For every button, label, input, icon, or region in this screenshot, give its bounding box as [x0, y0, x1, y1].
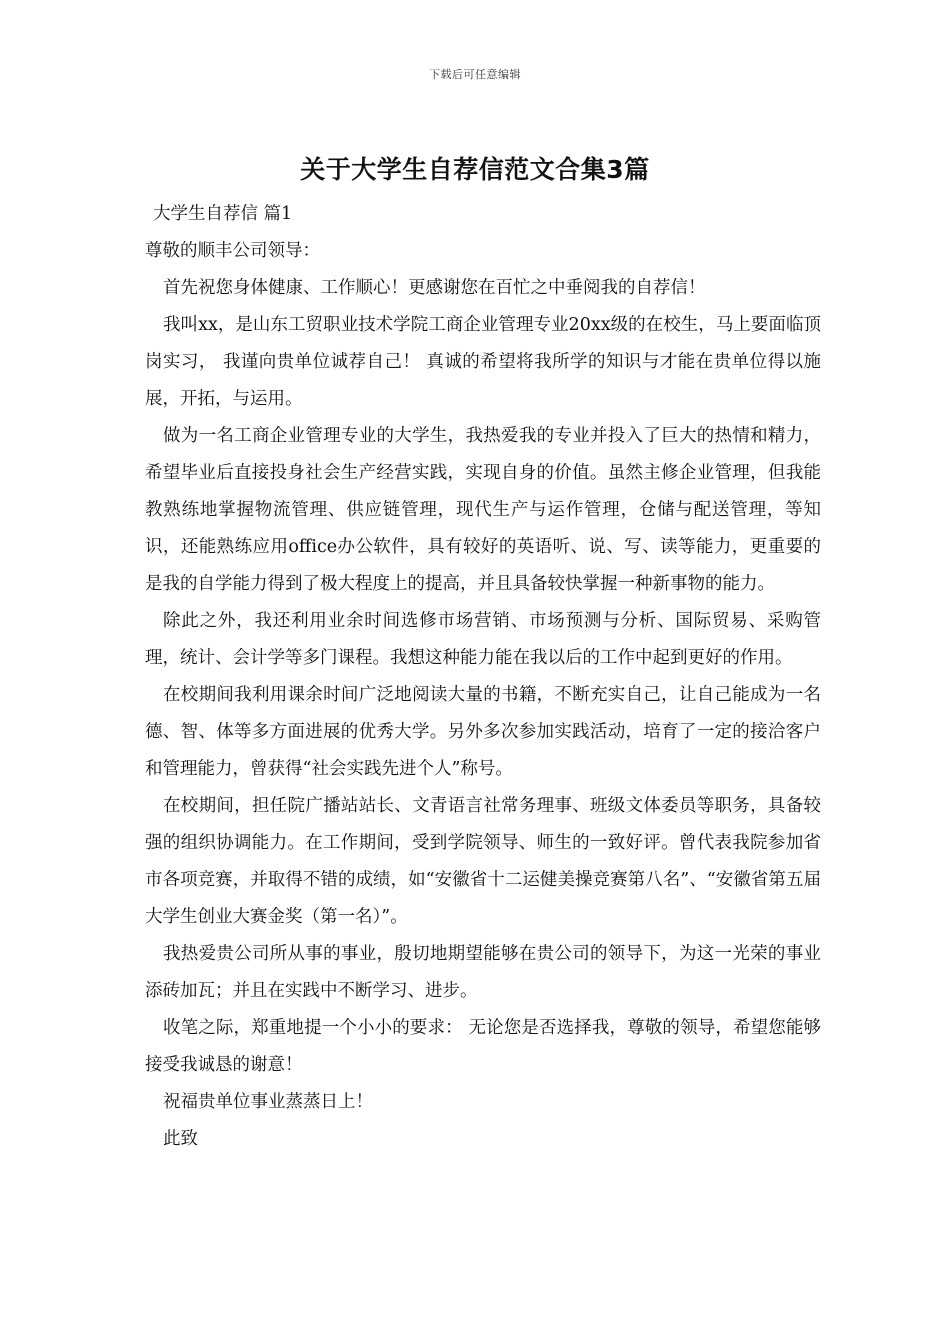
paragraph: 做为一名工商企业管理专业的大学生，我热爱我的专业并投入了巨大的热情和精力，希望毕业后直接投身社会生产经营实践，实现自身的价值。虽然主修企业管理，但我能教熟练地掌握物流管理、供应链管理，现代生产与运作管理，仓储与配送管理，等知识，还能熟练应用office办公软件，具有较好的英语听、说、写、读等能力，更重要的是我的自学能力得到了极大程度上的提高，并且具备较快掌握一种新事物的能力。	[145, 426, 821, 594]
paragraph: 收笔之际，郑重地提一个小小的要求： 无论您是否选择我，尊敬的领导，希望您能够接受我诚恳的谢意！	[145, 1018, 821, 1075]
document-title: 关于大学生自荐信范文合集3篇	[300, 155, 650, 184]
section-subheading: 大学生自荐信 篇1	[153, 204, 293, 224]
paragraph: 在校期间我利用课余时间广泛地阅读大量的书籍，不断充实自己，让自己能成为一名德、智、体等多方面进展的优秀大学。另外多次参加实践活动，培育了一定的接洽客户和管理能力，曾获得“社会实践先进个人”称号。	[145, 685, 821, 779]
letter-closing: 此致	[163, 1129, 198, 1149]
paragraph: 在校期间，担任院广播站站长、文青语言社常务理事、班级文体委员等职务，具备较强的组织协调能力。在工作期间，受到学院领导、师生的一致好评。曾代表我院参加省市各项竞赛，并取得不错的成绩，如“安徽省十二运健美操竞赛第八名”、“安徽省第五届大学生创业大赛金奖（第一名）”。	[145, 796, 821, 927]
letter-greeting: 尊敬的顺丰公司领导：	[145, 241, 320, 261]
paragraph: 我叫xx，是山东工贸职业技术学院工商企业管理专业20xx级的在校生，马上要面临顶岗实习， 我谨向贵单位诚荐自己！ 真诚的希望将我所学的知识与才能在贵单位得以施展，开拓，与运用。	[145, 315, 821, 409]
header-note: 下载后可任意编辑	[429, 68, 521, 81]
document-body	[145, 196, 821, 1158]
paragraph: 除此之外，我还利用业余时间选修市场营销、市场预测与分析、国际贸易、采购管理，统计、会计学等多门课程。我想这种能力能在我以后的工作中起到更好的作用。	[145, 611, 821, 668]
paragraph: 祝福贵单位事业蒸蒸日上！	[163, 1092, 373, 1112]
paragraph: 我热爱贵公司所从事的事业，殷切地期望能够在贵公司的领导下，为这一光荣的事业添砖加瓦；并且在实践中不断学习、进步。	[145, 944, 821, 1001]
paragraph: 首先祝您身体健康、工作顺心！更感谢您在百忙之中垂阅我的自荐信！	[163, 278, 706, 298]
